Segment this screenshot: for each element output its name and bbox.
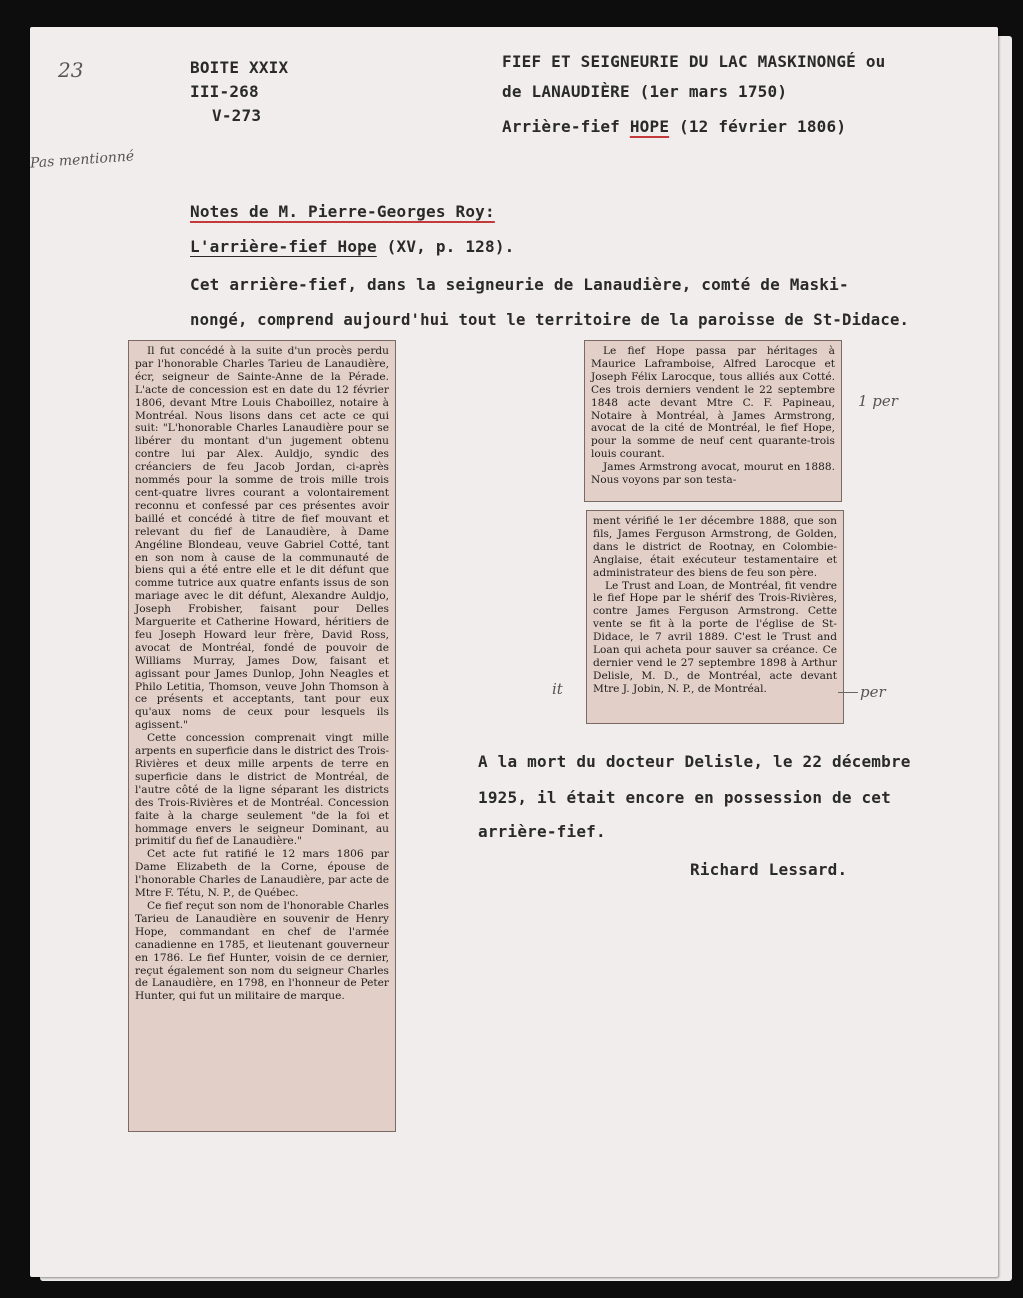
notes-paragraph-line-2: nongé, comprend aujourd'hui tout le territoire de la paroisse de St-Didace. bbox=[190, 311, 910, 329]
closing-line-3: arrière-fief. bbox=[478, 822, 606, 841]
newspaper-clipping-right-top bbox=[584, 340, 842, 502]
signature: Richard Lessard. bbox=[690, 860, 848, 879]
title-line-1: FIEF ET SEIGNEURIE DU LAC MASKINONGÉ ou bbox=[502, 52, 886, 71]
title-line-2: de LANAUDIÈRE (1er mars 1750) bbox=[502, 82, 788, 101]
clip-left-paragraph: Il fut concédé à la suite d'un procès perdu par l'honorable Charles Tarieu de Lanaudière, écr, seigneur de Sainte-Anne de la Pérade. L'acte de concession est en date du 12 février 1806, devant Mtre Louis Chaboillez, notaire à Montréal. Nous lisons dans cet acte ce qui suit: "L'honorable Charles Lanaudière pour se libérer du montant d'un jugement obtenu contre lui par Alex. Auldjo, syndic des créanciers de feu Jacob Jordan, ci-après nommés pour la somme de trois mille trois cent-quatre livres courant a volontairement reconnu et confessé par ces présentes avoir baillé et concédé à titre de fief mouvant et relevant du fief de Lanaudière, à Dame Angéline Blondeau, veuve Gabriel Cotté, tant en son nom à cause de la communauté de biens qui a été entre elle et le dit défunt que comme tutrice aux quatre enfants issus de son mariage avec le dit défunt, Alexandre Auldjo, Joseph Frobisher, faisant pour Delles Marguerite et Catherine Howard, héritiers de feu Joseph Howard leur frère, David Ross, avocat de Montréal, fondé de pouvoir de Williams Murray, James Dow, faisant et agissant pour James Dunlop, John Neagles et Philo Letitia, Thomson, veuve John Thomson à ce présents et acceptants, tant pour eux qu'aux noms de ceux pour lesquels ils agissent." bbox=[135, 345, 389, 732]
margin-annotation-it: it bbox=[552, 680, 563, 698]
clip-right-paragraph: ment vérifié le 1er décembre 1888, que son fils, James Ferguson Armstrong, de Golden, dans le district de Rootnay, en Colombie-Anglaise, était exécuteur testamentaire et administrateur des biens de feu son père. bbox=[593, 515, 837, 579]
notes-subheading bbox=[190, 237, 515, 256]
closing-line-1: A la mort du docteur Delisle, le 22 décembre bbox=[478, 752, 911, 771]
closing-line-2: 1925, il était encore en possession de cet bbox=[478, 788, 891, 807]
notes-heading: Notes de M. Pierre-Georges Roy: bbox=[190, 202, 495, 221]
margin-annotation-per-mid: per bbox=[860, 683, 886, 701]
reference-2: V-273 bbox=[212, 106, 262, 125]
clip-left-paragraph: Cette concession comprenait vingt mille arpents en superficie dans le district des Trois-Rivières et deux mille arpents de terre en superficie dans le district de Montréal, de l'autre côté de la ligne séparant les districts des Trois-Rivières et de Montréal. Concession faite à la charge seulement "de la foi et hommage envers le seigneur Dominant, au primitif du fief de Lanaudière." bbox=[135, 732, 389, 848]
subheading-title: L'arrière-fief Hope bbox=[190, 237, 377, 256]
margin-annotation-per-top: 1 per bbox=[858, 392, 898, 410]
reference-1: III-268 bbox=[190, 82, 259, 101]
box-label: BOITE XXIX bbox=[190, 58, 289, 77]
newspaper-clipping-left bbox=[128, 340, 396, 1132]
pencil-mark bbox=[838, 692, 858, 693]
notes-paragraph-line-1: Cet arrière-fief, dans la seigneurie de Lanaudière, comté de Maski- bbox=[190, 275, 849, 294]
title-prefix: Arrière-fief bbox=[502, 117, 630, 136]
clip-right-paragraph: James Armstrong avocat, mourut en 1888. Nous voyons par son testa- bbox=[591, 461, 835, 487]
newspaper-clipping-right-bottom bbox=[586, 510, 844, 724]
clip-right-paragraph: Le fief Hope passa par héritages à Maurice Laframboise, Alfred Larocque et Joseph Félix Larocque, tous alliés aux Cotté. Ces trois derniers vendent le 22 septembre 1848 acte devant Mtre C. F. Papineau, Notaire à Montréal, à James Armstrong, avocat de la cité de Montréal, le fief Hope, pour la somme de neuf cent quarante-trois louis courant. bbox=[591, 345, 835, 461]
clip-right-paragraph: Le Trust and Loan, de Montréal, fit vendre le fief Hope par le shérif des Trois-Rivières, contre James Ferguson Armstrong. Cette vente se fit à la porte de l'église de St-Didace, le 7 avril 1889. C'est le Trust and Loan qui acheta pour sauver sa créance. Ce dernier vend le 27 septembre 1898 à Arthur Delisle, M. D., de Montréal, acte devant Mtre J. Jobin, N. P., de Montréal. bbox=[593, 579, 837, 695]
title-suffix: (12 février 1806) bbox=[669, 117, 847, 136]
title-line-3 bbox=[502, 117, 846, 136]
clip-left-paragraph: Cet acte fut ratifié le 12 mars 1806 par Dame Elizabeth de la Corne, épouse de l'honorable Charles de Lanaudière, par acte de Mtre F. Tétu, N. P., de Québec. bbox=[135, 848, 389, 900]
page-number: 23 bbox=[58, 58, 84, 82]
clip-left-paragraph: Ce fief reçut son nom de l'honorable Charles Tarieu de Lanaudière en souvenir de Henry Hope, commandant en chef de l'armée canadienne en 1785, et lieutenant gouverneur en 1786. Le fief Hunter, voisin de ce dernier, reçut également son nom du seigneur Charles de Lanaudière, en 1798, en l'honneur de Peter Hunter, qui fut un militaire de marque. bbox=[135, 899, 389, 1003]
fief-name: HOPE bbox=[629, 117, 670, 136]
subheading-ref: (XV, p. 128). bbox=[376, 237, 515, 256]
margin-note: Pas mentionné bbox=[29, 148, 135, 172]
